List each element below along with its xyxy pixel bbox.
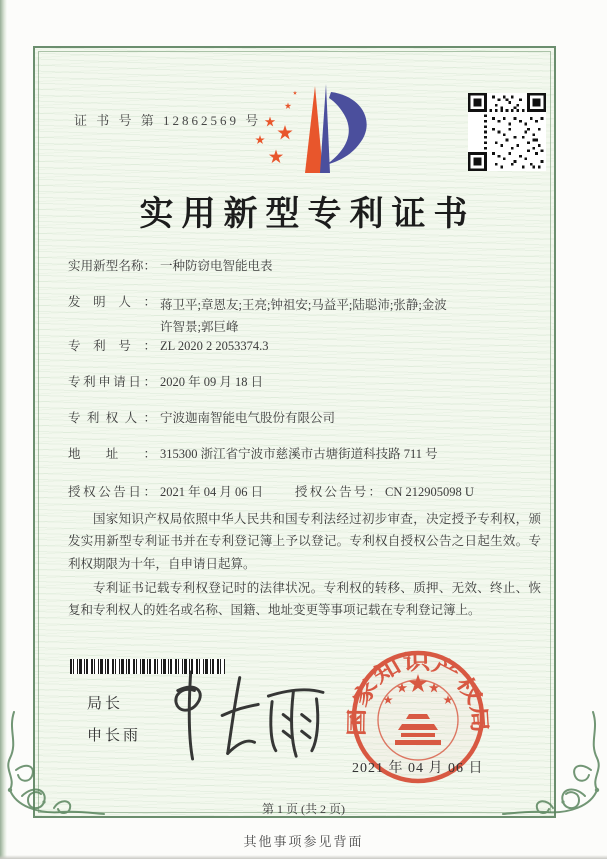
field-inventors [68, 294, 546, 338]
field-value: 2020 年 09 月 18 日 [160, 375, 264, 389]
field-grant-info [68, 484, 546, 501]
field-value: 宁波迦南智能电气股份有限公司 [160, 411, 336, 425]
field-label: 发明人： [68, 295, 156, 309]
field-label: 专利权人： [68, 411, 156, 425]
corner-flourish-right [500, 710, 605, 822]
legal-paragraph-1: 国家知识产权局依照中华人民共和国专利法经过初步审查，决定授予专利权，颁发实用新型专利证书并在专利登记簿上予以登记。专利权自授权公告之日起生效。专利权期限为十年，自申请日起算。 [68, 512, 541, 571]
field-label: 实用新型名称： [68, 259, 156, 273]
cnipa-logo-icon [238, 80, 368, 175]
corner-flourish-left [2, 710, 107, 822]
field-value: ZL 2020 2 2053374.3 [160, 339, 269, 353]
field-value: 2021 年 04 月 06 日 [160, 485, 264, 499]
field-patentee [68, 410, 546, 427]
field-patent-number [68, 338, 546, 355]
field-filing-date [68, 374, 546, 391]
page-number: 第 1 页 (共 2 页) [262, 802, 345, 816]
director-name: 申长雨 [87, 728, 142, 744]
field-value [160, 294, 447, 338]
certificate-title: 实用新型专利证书 [139, 196, 476, 233]
legal-text [68, 508, 541, 621]
logo-stars [255, 91, 297, 163]
director-signature [150, 663, 335, 768]
logo-p-bowl [326, 92, 367, 165]
field-value: 一种防窃电智能电表 [160, 259, 273, 273]
field-label: 授权公告号： [295, 485, 381, 499]
back-side-note: 其他事项参见背面 [243, 834, 364, 849]
field-value: CN 212905098 U [385, 485, 474, 499]
seal-agency-text: 国家知识产权局 [344, 650, 492, 737]
qr-code [468, 93, 546, 171]
page-bottom-edge [0, 855, 607, 859]
field-utility-model-name [68, 258, 546, 275]
field-address [68, 446, 546, 463]
inventors-line-2: 许智景;郭巨峰 [160, 320, 239, 334]
legal-paragraph-2: 专利证书记载专利权登记时的法律状况。专利权的转移、质押、无效、终止、恢复和专利权人的姓名或名称、国籍、地址变更等事项记载在专利登记簿上。 [68, 580, 541, 617]
field-grant-number [295, 484, 474, 501]
logo-purple-bar [320, 84, 330, 173]
inventors-line-1: 蒋卫平;章恩友;王亮;钟祖安;马益平;陆聪沛;张静;金波 [160, 298, 447, 312]
field-label: 地址： [68, 447, 156, 461]
field-label: 授权公告日： [68, 485, 156, 499]
director-title: 局长 [87, 696, 124, 712]
logo-orange-spike [305, 86, 323, 173]
certificate-number: 证 书 号 第 12862569 号 [74, 113, 262, 128]
seal-date: 2021 年 04 月 06 日 [352, 761, 484, 776]
field-label: 专利申请日： [68, 375, 156, 389]
field-label: 专利号： [68, 339, 156, 353]
field-value: 315300 浙江省宁波市慈溪市古塘街道科技路 711 号 [160, 447, 438, 461]
